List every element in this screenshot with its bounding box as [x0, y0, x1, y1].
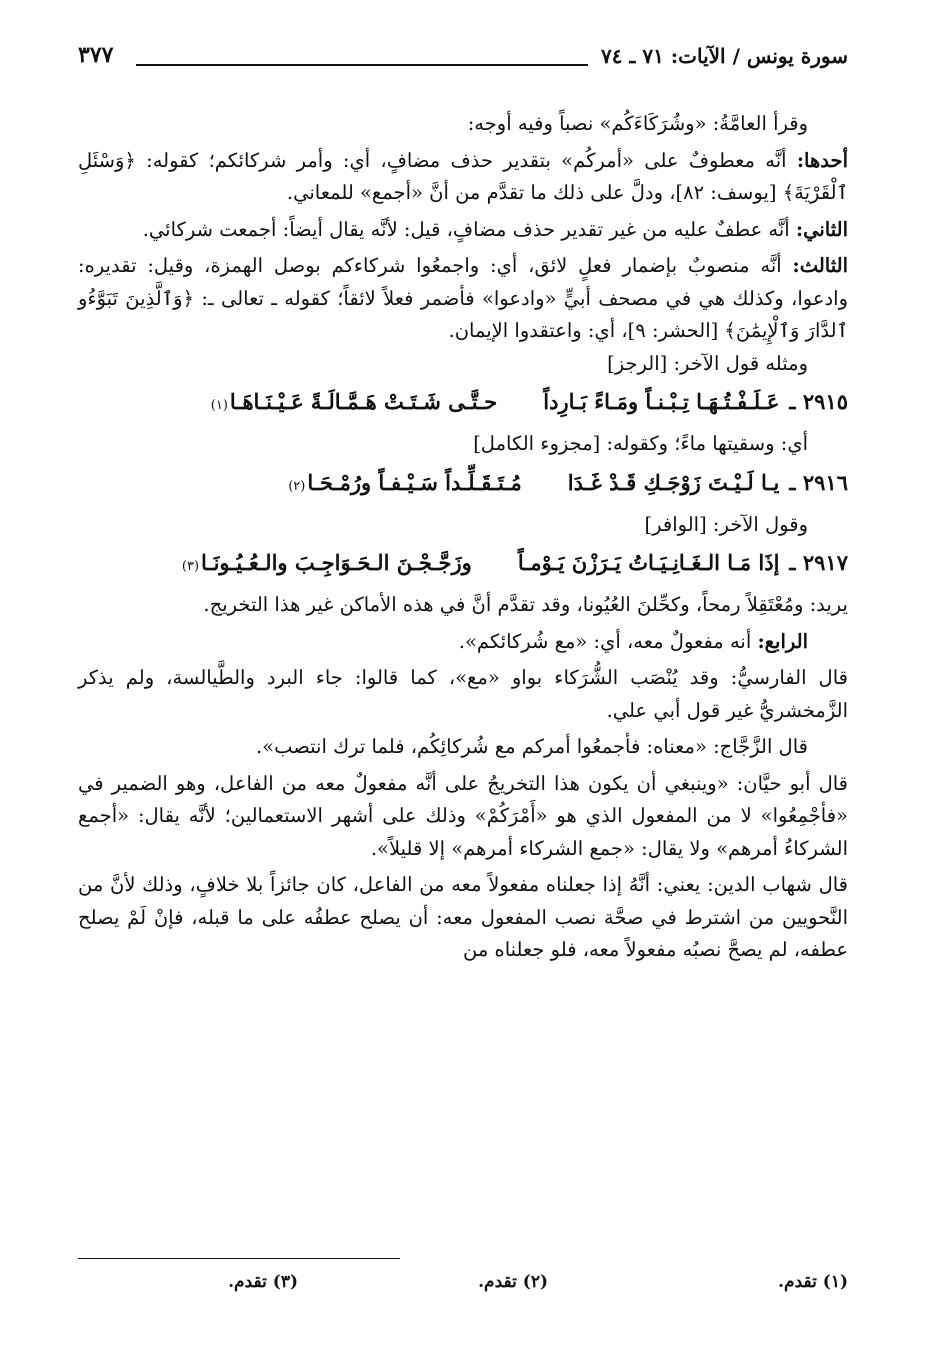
paragraph — [78, 626, 848, 659]
verse-number: ٢٩١٦ ـ — [789, 469, 848, 495]
header-rule — [136, 64, 588, 66]
paragraph: أي: وسقيتها ماءً؛ وكقوله: [مجزوء الكامل] — [473, 432, 808, 455]
paragraph-label: الثالث: — [792, 254, 848, 277]
footnote: (١) تقدم. — [778, 1272, 848, 1292]
verse-first-hemistich: عَـلَـفْـتُـهَـا تِـبْـنـاً ومَـاءً بَـارِداً — [543, 389, 780, 414]
running-header-title: سورة يونس / الآيات: ٧١ ـ ٧٤ — [601, 44, 848, 68]
running-header — [78, 36, 848, 80]
verse-second-hemistich: وزَجَّـجْـنَ الـحَـوَاجِـبَ والـعُـيُـونَـا — [201, 550, 472, 575]
footnote-separator — [78, 1258, 400, 1259]
paragraph-text: أنه مفعولٌ معه، أي: «مع شُركائكم». — [458, 629, 758, 653]
paragraph: قال الفارسيُّ: وقد يُنْصَب الشُّرَكاء بواو «مع»، كما قالوا: جاء البرد والطَّيالسة، ولم يذكر الزَّمخشريُّ غير قول أبي علي. — [78, 666, 848, 722]
paragraph-text: أنَّه عطفٌ عليه من غير تقدير حذف مضافٍ، قيل: لأنَّه يقال أيضاً: أجمعت شركائي. — [142, 217, 796, 241]
footnote-marker: (٣) — [181, 559, 200, 574]
paragraph: وقول الآخر: [الوافر] — [644, 512, 808, 536]
footnote-marker: (٢) — [288, 478, 306, 494]
paragraph: قال الزَّجَّاج: «معناه: فأجمعُوا أمركم مع شُركائِكُم، فلما ترك انتصب». — [255, 735, 808, 758]
verse-second-hemistich: حـتَّـى شَـتَـتْ هَـمَّـالَـةً عَـيْـنَـاهَـا — [229, 389, 498, 414]
verse-number: ٢٩١٥ ـ — [789, 389, 848, 414]
paragraph-text: أنَّه منصوبٌ بإضمار فعلٍ لائق، أي: واجمعُوا شركاءكم بوصل الهمزة، وقيل: تقديره: وادعوا، وكذلك هي في مصحف أبيٍّ «وادعوا» فأضمر فعلاً لائقاً؛ كقوله ـ تعالى ـ: ﴿وَٱلَّذِينَ تَبَوَّءُو ٱلدَّارَ وَٱلْإِيمَٰنَ﴾ [الحشر: ٩]، أي: واعتقدوا الإيمان. — [78, 254, 848, 342]
paragraph-label: الرابع: — [757, 629, 808, 653]
paragraph-text: أنَّه معطوفٌ على «أمركُم» بتقدير حذف مضافٍ، أي: وأمر شركائكم؛ كقوله: ﴿وَسْئَلِ ٱلْقَرْيَةَ﴾ [يوسف: ٨٢]، ودلَّ على ذلك ما تقدَّم من أنَّ «أجمع» للمعاني. — [78, 148, 848, 204]
book-page — [78, 36, 848, 1336]
verse-first-hemistich: إذَا مَـا الـغَـانِـيَـاتُ يَـرَزْنَ يَـوْمـاً — [517, 550, 780, 575]
paragraph: قال شهاب الدين: يعني: أنَّهُ إذا جعلناه مفعولاً معه من الفاعل، كان جائزاً بلا خلافٍ، وذلك لأنَّ من النَّحويين من اشترط في صحَّة نصب المفعول معه: أن يصلح عطفُه على ما قبله، فإنْ لَمْ يصلح عطفه، لم يصحَّ نصبُه مفعولاً معه، فلو جعلناه من — [78, 873, 848, 961]
poetry-verse — [78, 463, 848, 507]
paragraph — [78, 145, 848, 210]
verse-second-hemistich: مُـتَـقَـلِّـداً سَـيْـفـاً ورُمْـحَـا — [307, 469, 522, 495]
paragraph — [78, 250, 848, 348]
footnotes — [78, 1272, 848, 1292]
verse-number: ٢٩١٧ ـ — [789, 550, 848, 575]
poetry-verse — [78, 543, 848, 587]
paragraph: وقرأ العامَّةُ: «وشُرَكَاءَكُم» نصباً وفيه أوجه: — [467, 112, 808, 135]
paragraph-label: الثاني: — [795, 217, 848, 241]
verse-first-hemistich: يـا لَـيْـتَ زَوْجَـكِ قَـدْ غَـدَا — [567, 469, 780, 495]
poetry-verse — [78, 382, 848, 426]
paragraph: يريد: ومُعْتَقِلاً رمحاً، وكحِّلنَ العُيُونا، وقد تقدَّم أنَّ في هذه الأماكن غير هذا التخريج. — [203, 593, 848, 616]
paragraph: ومثله قول الآخر: [الرجز] — [607, 351, 808, 375]
paragraph: قال أبو حيَّان: «وينبغي أن يكون هذا التخريجُ على أنَّه مفعولٌ معه من الفاعل، وهو الضمير في «فأجْمِعُوا» لا من المفعول الذي هو «أَمْرَكُمْ» وذلك على أشهر الاستعمالين؛ لأنَّه يقال: «أجمع الشركاءُ أمرهم» ولا يقال: «جمع الشركاء أمرهم» إلا قليلاً». — [78, 771, 848, 860]
footnote: (٢) تقدم. — [478, 1272, 548, 1292]
footnote: (٣) تقدم. — [228, 1272, 298, 1292]
page-body — [78, 108, 848, 967]
paragraph-label: أحدها: — [796, 148, 848, 172]
footnote-marker: (١) — [210, 398, 228, 413]
page-number: ٣٧٧ — [78, 42, 114, 68]
paragraph — [78, 214, 848, 247]
